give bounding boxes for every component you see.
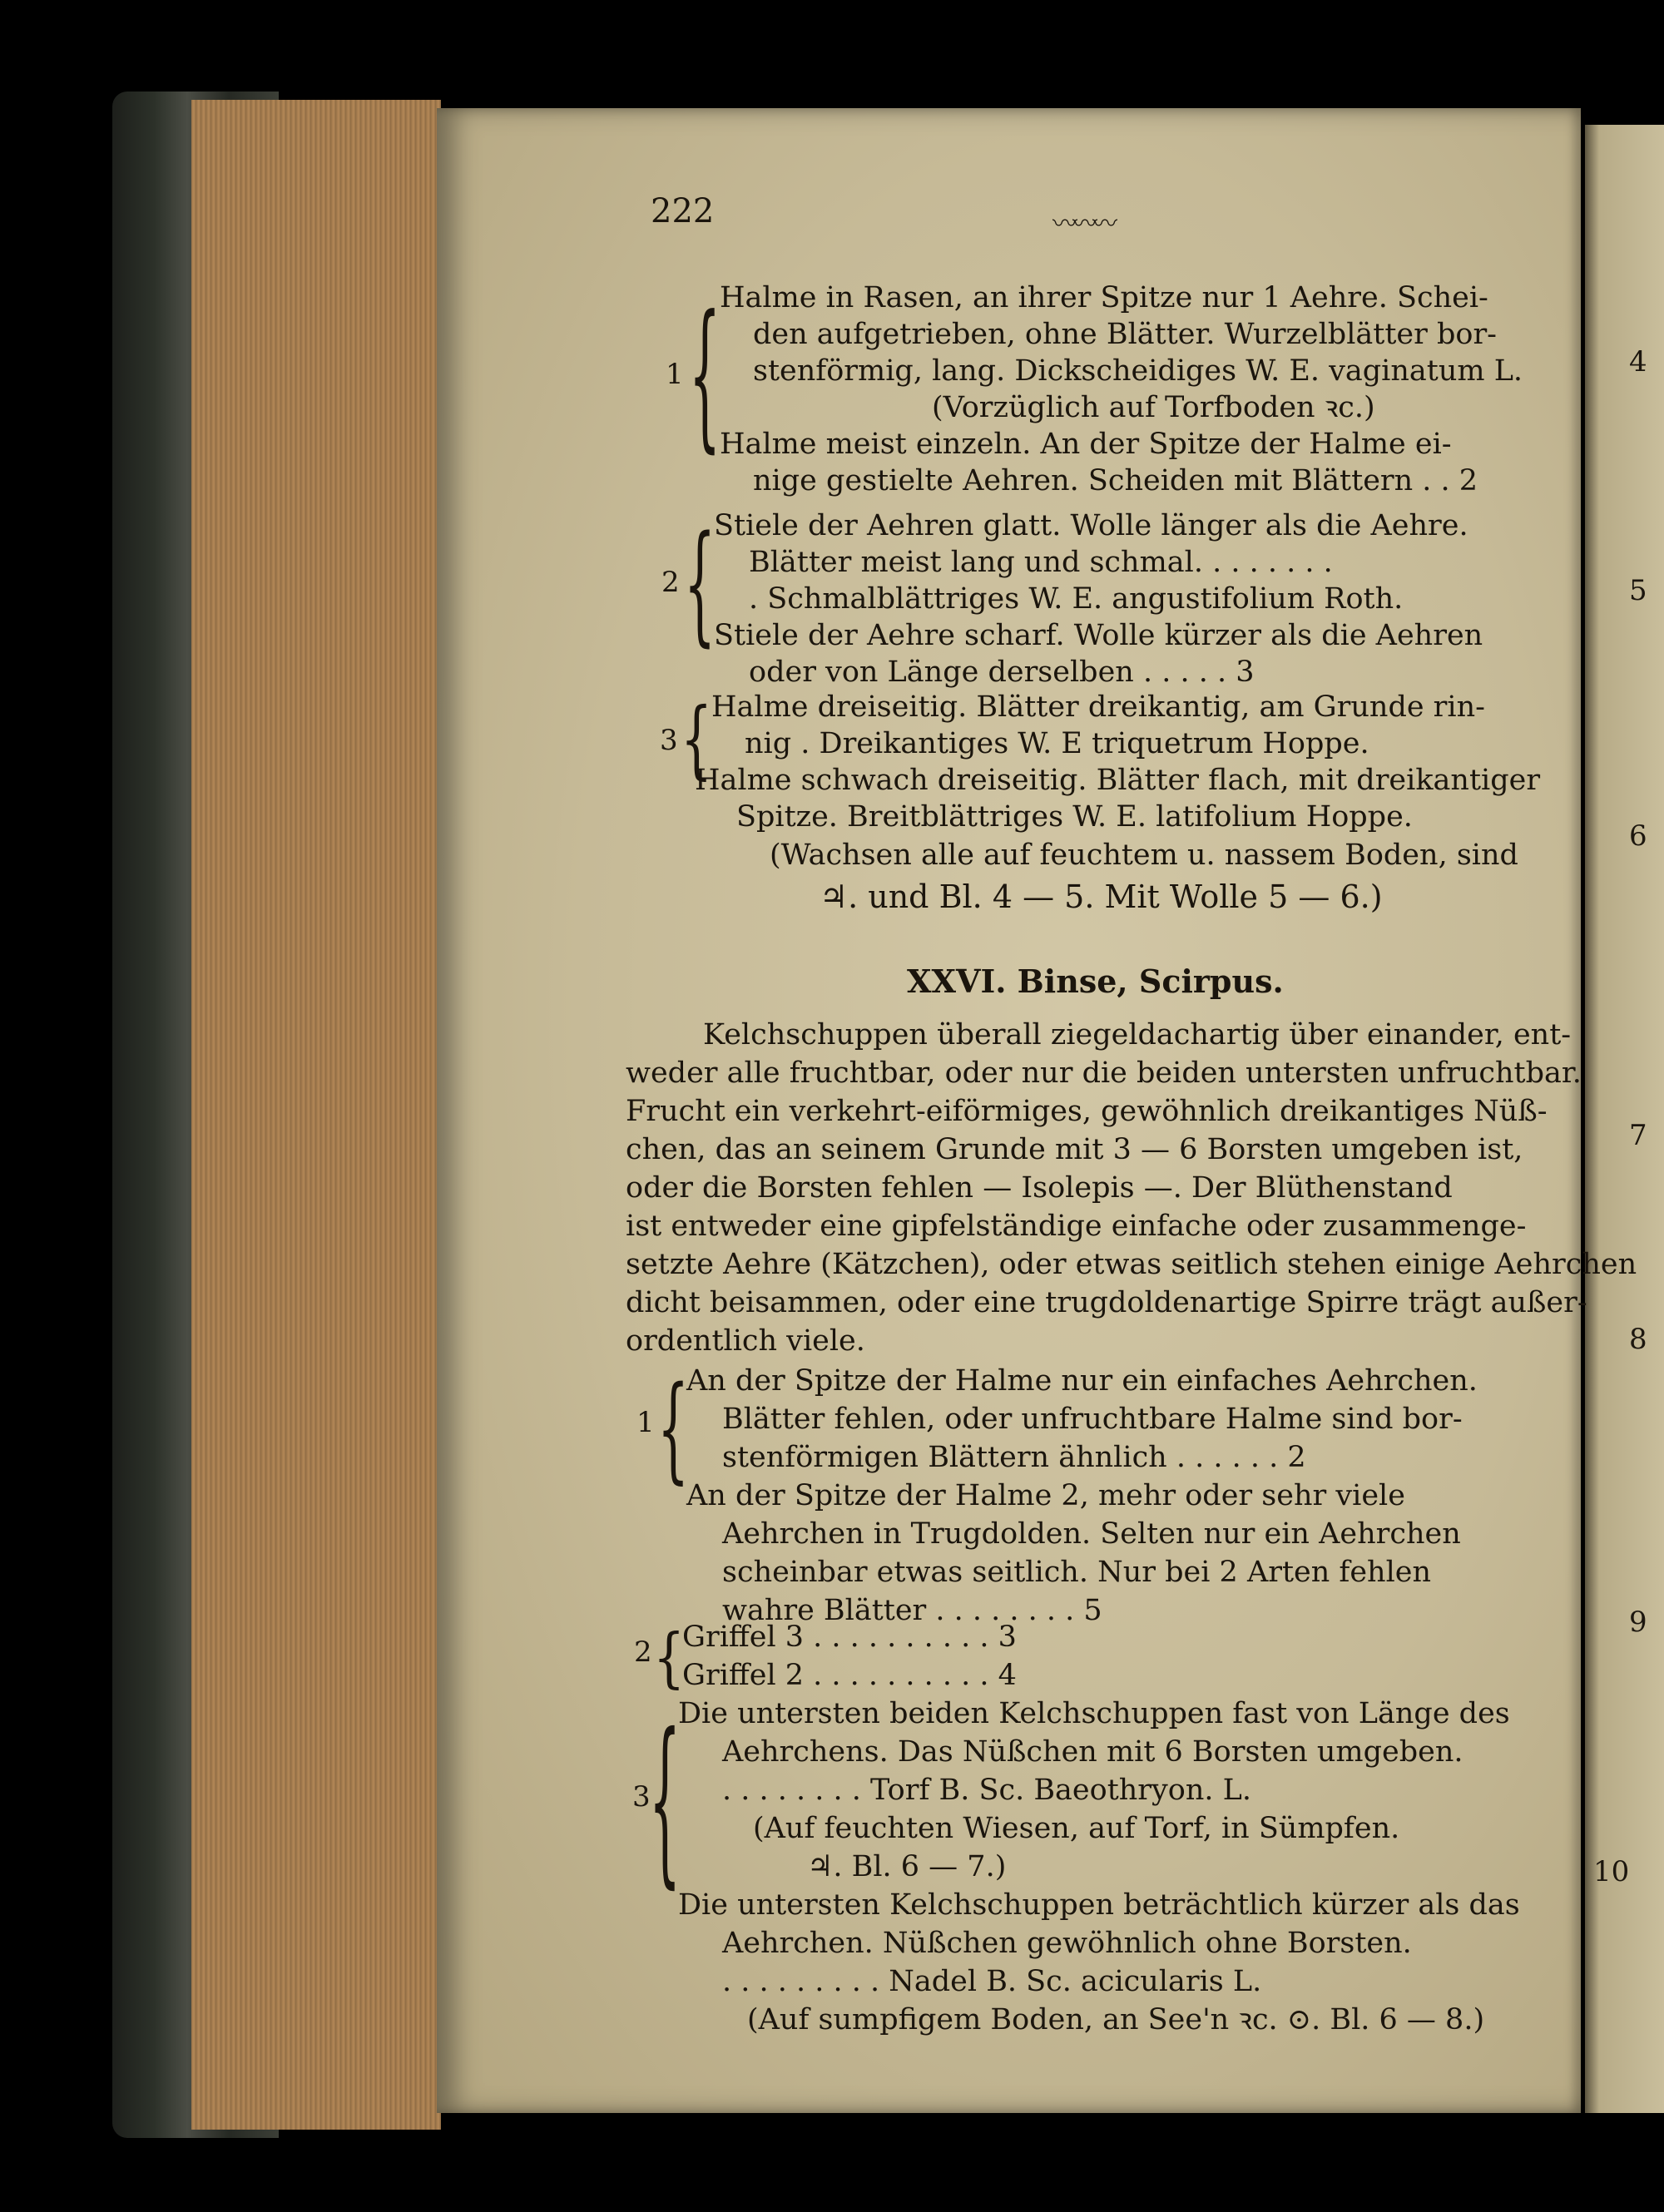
text-line: Halme in Rasen, an ihrer Spitze nur 1 Aehre. Schei- [720, 281, 1488, 314]
text-line: Griffel 2 . . . . . . . . . . 4 [682, 1659, 1017, 1692]
text-line: Spitze. Breitblättriges W. E. latifolium Hoppe. [736, 800, 1413, 834]
facing-page-number: 8 [1629, 1323, 1647, 1356]
section-heading: XXVI. Binse, Scirpus. [907, 962, 1284, 1000]
paragraph-line: ordentlich viele. [626, 1324, 865, 1358]
paragraph-line: dicht beisammen, oder eine trugdoldenartige Spirre trägt außer- [626, 1286, 1587, 1319]
text-line: Aehrchens. Das Nüßchen mit 6 Borsten umgeben. [722, 1735, 1463, 1769]
page-edges [191, 100, 441, 2130]
facing-page-number: 9 [1629, 1606, 1647, 1639]
text-line: . . . . . . . . . Nadel B. Sc. acicularis L. [722, 1965, 1262, 1998]
text-line: An der Spitze der Halme nur ein einfaches Aehrchen. [686, 1364, 1478, 1398]
text-line: Blätter meist lang und schmal. . . . . . . . [749, 546, 1333, 579]
text-line: Halme dreiseitig. Blätter dreikantig, am Grunde rin- [711, 690, 1485, 724]
page-number: 222 [651, 192, 715, 230]
text-line: Die untersten Kelchschuppen beträchtlich kürzer als das [678, 1888, 1520, 1922]
text-line: (Auf sumpfigem Boden, an See'n ꝛc. ⊙. Bl. 6 — 8.) [747, 2003, 1485, 2036]
brace: { [684, 509, 716, 661]
brace: { [653, 1621, 686, 1696]
paragraph-line: Kelchschuppen überall ziegeldachartig über einander, ent- [703, 1018, 1572, 1052]
text-line: (Auf feuchten Wiesen, auf Torf, in Sümpfen. [753, 1812, 1400, 1845]
brace: { [657, 1363, 690, 1497]
key-number: 3 [632, 1780, 651, 1814]
paragraph-line: chen, das an seinem Grunde mit 3 — 6 Borsten umgeben ist, [626, 1133, 1523, 1166]
facing-page-number: 7 [1629, 1119, 1647, 1152]
paragraph-line: weder alle fruchtbar, oder nur die beiden untersten unfruchtbar. [626, 1057, 1582, 1090]
text-line: Aehrchen in Trugdolden. Selten nur ein Aehrchen [722, 1517, 1461, 1551]
key-number: 1 [666, 358, 684, 391]
text-line: stenförmigen Blättern ähnlich . . . . . . 2 [722, 1441, 1306, 1474]
key-number: 3 [660, 724, 678, 757]
key-number: 2 [634, 1635, 652, 1669]
text-line: Griffel 3 . . . . . . . . . . 3 [682, 1621, 1017, 1654]
paragraph-line: setzte Aehre (Kätzchen), oder etwas seitlich stehen einige Aehrchen [626, 1248, 1637, 1281]
text-line: . . . . . . . . Torf B. Sc. Baeothryon. L. [722, 1774, 1252, 1807]
text-line: (Vorzüglich auf Torfboden ꝛc.) [932, 391, 1375, 424]
text-line: scheinbar etwas seitlich. Nur bei 2 Arten fehlen [722, 1556, 1432, 1589]
brace: { [649, 1697, 681, 1907]
text-line: ♃. Bl. 6 — 7.) [807, 1850, 1007, 1883]
brace: { [681, 690, 713, 789]
header-ornament: 〰〰〰 [1052, 210, 1112, 239]
text-line: ♃. und Bl. 4 — 5. Mit Wolle 5 — 6.) [820, 878, 1383, 915]
facing-page-edge [1585, 125, 1664, 2113]
key-number: 1 [636, 1406, 655, 1439]
facing-page-number: 4 [1629, 345, 1647, 379]
text-line: stenförmig, lang. Dickscheidiges W. E. vaginatum L. [753, 354, 1523, 388]
text-line: Die untersten beiden Kelchschuppen fast von Länge des [678, 1697, 1510, 1730]
text-line: den aufgetrieben, ohne Blätter. Wurzelblätter bor- [753, 318, 1498, 351]
text-line: Halme schwach dreiseitig. Blätter flach, mit dreikantiger [695, 764, 1541, 797]
paragraph-line: oder die Borsten fehlen — Isolepis —. Der Blüthenstand [626, 1171, 1453, 1205]
text-line: Aehrchen. Nüßchen gewöhnlich ohne Borsten. [722, 1927, 1412, 1960]
text-line: nig . Dreikantiges W. E triquetrum Hoppe. [745, 727, 1369, 760]
facing-page-number: 10 [1593, 1855, 1630, 1888]
text-line: (Wachsen alle auf feuchtem u. nassem Boden, sind [770, 839, 1518, 872]
facing-page-number: 5 [1629, 574, 1647, 607]
facing-page-number: 6 [1629, 819, 1647, 853]
paragraph-line: ist entweder eine gipfelständige einfache oder zusammenge- [626, 1210, 1527, 1243]
brace: { [689, 283, 721, 469]
text-line: oder von Länge derselben . . . . . 3 [749, 656, 1255, 689]
text-line: nige gestielte Aehren. Scheiden mit Blättern . . 2 [753, 464, 1478, 497]
text-line: An der Spitze der Halme 2, mehr oder sehr viele [686, 1479, 1405, 1512]
paragraph-line: Frucht ein verkehrt-eiförmiges, gewöhnlich dreikantiges Nüß- [626, 1095, 1548, 1128]
text-line: Halme meist einzeln. An der Spitze der Halme ei- [720, 428, 1452, 461]
text-line: . Schmalblättriges W. E. angustifolium Roth. [749, 582, 1404, 616]
text-line: Blätter fehlen, oder unfruchtbare Halme sind bor- [722, 1403, 1463, 1436]
key-number: 2 [661, 566, 680, 599]
text-line: wahre Blätter . . . . . . . . 5 [722, 1594, 1102, 1627]
text-line: Stiele der Aehre scharf. Wolle kürzer als die Aehren [714, 619, 1483, 652]
text-line: Stiele der Aehren glatt. Wolle länger als die Aehre. [714, 509, 1468, 542]
